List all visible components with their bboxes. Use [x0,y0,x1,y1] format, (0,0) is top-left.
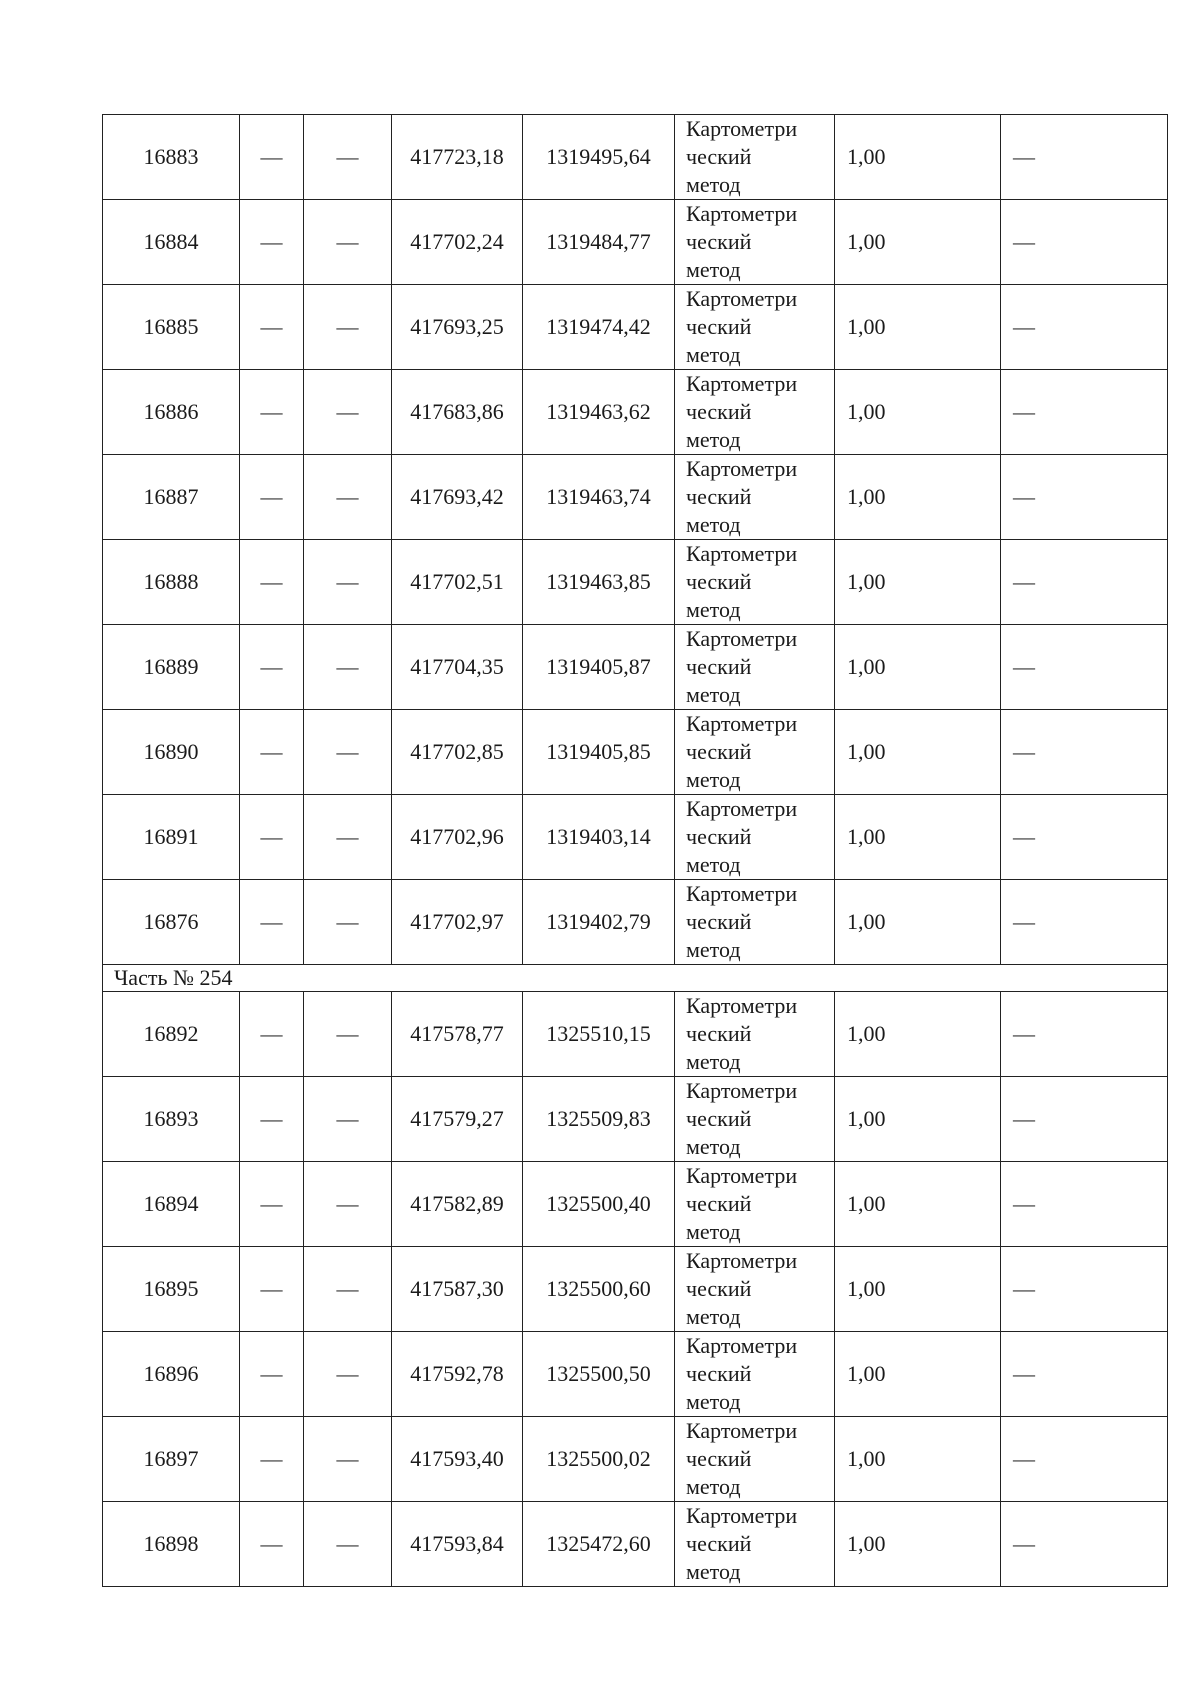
empty-value-cell: — [304,1247,392,1332]
description-cell: — [1001,625,1168,710]
point-number-cell: 16883 [103,115,240,200]
method-line: метод [686,1474,741,1499]
table-row [103,1162,1168,1247]
description-cell: — [1001,992,1168,1077]
empty-value-cell: — [304,880,392,965]
empty-value-cell: — [240,795,304,880]
x-coordinate-cell: 417702,51 [392,540,523,625]
description-cell: — [1001,200,1168,285]
method-line: ческий [686,1021,752,1046]
y-coordinate-cell: 1319495,64 [523,115,675,200]
y-coordinate-cell: 1325500,40 [523,1162,675,1247]
empty-value-cell: — [304,710,392,795]
y-coordinate-cell: 1325500,02 [523,1417,675,1502]
method-line: ческий [686,1191,752,1216]
method-line: метод [686,1049,741,1074]
x-coordinate-cell: 417593,84 [392,1502,523,1587]
empty-value-cell: — [240,455,304,540]
empty-value-cell: — [240,1502,304,1587]
point-number-cell: 16898 [103,1502,240,1587]
method-line: ческий [686,314,752,339]
x-coordinate-cell: 417579,27 [392,1077,523,1162]
y-coordinate-cell: 1319484,77 [523,200,675,285]
method-line: Картометри [686,881,798,906]
y-coordinate-cell: 1325509,83 [523,1077,675,1162]
empty-value-cell: — [240,992,304,1077]
empty-value-cell: — [240,1332,304,1417]
method-cell [675,1162,835,1247]
coordinates-table [102,114,1168,1587]
y-coordinate-cell: 1319405,85 [523,710,675,795]
accuracy-cell: 1,00 [835,540,1001,625]
empty-value-cell: — [304,625,392,710]
method-line: метод [686,1389,741,1414]
empty-value-cell: — [240,1417,304,1502]
x-coordinate-cell: 417593,40 [392,1417,523,1502]
empty-value-cell: — [304,1417,392,1502]
x-coordinate-cell: 417704,35 [392,625,523,710]
point-number-cell: 16889 [103,625,240,710]
point-number-cell: 16884 [103,200,240,285]
empty-value-cell: — [240,115,304,200]
method-cell [675,710,835,795]
table-row [103,1417,1168,1502]
empty-value-cell: — [240,1247,304,1332]
x-coordinate-cell: 417702,96 [392,795,523,880]
empty-value-cell: — [304,795,392,880]
y-coordinate-cell: 1325500,50 [523,1332,675,1417]
method-cell [675,200,835,285]
method-line: метод [686,937,741,962]
method-cell [675,455,835,540]
table-row [103,795,1168,880]
empty-value-cell: — [304,1077,392,1162]
method-line: Картометри [686,1163,798,1188]
empty-value-cell: — [304,200,392,285]
empty-value-cell: — [304,1332,392,1417]
y-coordinate-cell: 1319403,14 [523,795,675,880]
accuracy-cell: 1,00 [835,115,1001,200]
empty-value-cell: — [240,370,304,455]
method-line: метод [686,1304,741,1329]
method-cell [675,1502,835,1587]
point-number-cell: 16892 [103,992,240,1077]
accuracy-cell: 1,00 [835,992,1001,1077]
description-cell: — [1001,285,1168,370]
description-cell: — [1001,880,1168,965]
method-line: Картометри [686,1078,798,1103]
method-line: метод [686,852,741,877]
method-line: ческий [686,1361,752,1386]
method-line: ческий [686,484,752,509]
table-row [103,625,1168,710]
point-number-cell: 16891 [103,795,240,880]
description-cell: — [1001,115,1168,200]
method-line: Картометри [686,1418,798,1443]
table-row [103,1332,1168,1417]
accuracy-cell: 1,00 [835,1077,1001,1162]
part-label: Часть № 254 [103,965,1168,992]
method-line: ческий [686,569,752,594]
method-cell [675,1247,835,1332]
method-line: ческий [686,1446,752,1471]
table-row [103,710,1168,795]
description-cell: — [1001,1077,1168,1162]
point-number-cell: 16890 [103,710,240,795]
method-line: ческий [686,1106,752,1131]
method-line: Картометри [686,116,798,141]
method-cell [675,795,835,880]
y-coordinate-cell: 1319463,74 [523,455,675,540]
accuracy-cell: 1,00 [835,285,1001,370]
description-cell: — [1001,1247,1168,1332]
point-number-cell: 16888 [103,540,240,625]
method-line: Картометри [686,1248,798,1273]
accuracy-cell: 1,00 [835,710,1001,795]
description-cell: — [1001,540,1168,625]
empty-value-cell: — [304,285,392,370]
method-cell [675,625,835,710]
accuracy-cell: 1,00 [835,1417,1001,1502]
method-line: ческий [686,739,752,764]
description-cell: — [1001,795,1168,880]
x-coordinate-cell: 417723,18 [392,115,523,200]
method-line: метод [686,427,741,452]
description-cell: — [1001,455,1168,540]
empty-value-cell: — [304,540,392,625]
table-row [103,540,1168,625]
empty-value-cell: — [240,1077,304,1162]
method-line: метод [686,1219,741,1244]
point-number-cell: 16895 [103,1247,240,1332]
description-cell: — [1001,1332,1168,1417]
method-line: метод [686,682,741,707]
y-coordinate-cell: 1319405,87 [523,625,675,710]
x-coordinate-cell: 417693,25 [392,285,523,370]
method-cell [675,115,835,200]
x-coordinate-cell: 417702,24 [392,200,523,285]
y-coordinate-cell: 1325500,60 [523,1247,675,1332]
method-cell [675,285,835,370]
method-line: ческий [686,654,752,679]
accuracy-cell: 1,00 [835,200,1001,285]
method-line: Картометри [686,286,798,311]
y-coordinate-cell: 1319402,79 [523,880,675,965]
method-line: Картометри [686,993,798,1018]
accuracy-cell: 1,00 [835,1502,1001,1587]
accuracy-cell: 1,00 [835,370,1001,455]
method-line: метод [686,257,741,282]
table-row [103,880,1168,965]
point-number-cell: 16896 [103,1332,240,1417]
x-coordinate-cell: 417587,30 [392,1247,523,1332]
method-line: ческий [686,144,752,169]
empty-value-cell: — [304,992,392,1077]
method-line: ческий [686,909,752,934]
method-line: Картометри [686,1503,798,1528]
method-line: ческий [686,229,752,254]
x-coordinate-cell: 417702,85 [392,710,523,795]
point-number-cell: 16886 [103,370,240,455]
method-line: Картометри [686,201,798,226]
description-cell: — [1001,370,1168,455]
empty-value-cell: — [240,880,304,965]
method-line: Картометри [686,796,798,821]
method-line: ческий [686,1276,752,1301]
method-line: Картометри [686,711,798,736]
table-row [103,455,1168,540]
empty-value-cell: — [304,1162,392,1247]
method-line: Картометри [686,1333,798,1358]
table-row [103,1502,1168,1587]
point-number-cell: 16885 [103,285,240,370]
method-line: Картометри [686,626,798,651]
accuracy-cell: 1,00 [835,1332,1001,1417]
empty-value-cell: — [240,710,304,795]
accuracy-cell: 1,00 [835,625,1001,710]
method-line: ческий [686,1531,752,1556]
x-coordinate-cell: 417683,86 [392,370,523,455]
y-coordinate-cell: 1319474,42 [523,285,675,370]
method-cell [675,370,835,455]
empty-value-cell: — [304,455,392,540]
x-coordinate-cell: 417592,78 [392,1332,523,1417]
y-coordinate-cell: 1319463,85 [523,540,675,625]
method-line: метод [686,512,741,537]
table-row [103,992,1168,1077]
empty-value-cell: — [304,1502,392,1587]
method-line: Картометри [686,371,798,396]
method-line: метод [686,172,741,197]
table-body [103,115,1168,1587]
accuracy-cell: 1,00 [835,455,1001,540]
point-number-cell: 16887 [103,455,240,540]
table-row [103,285,1168,370]
method-line: ческий [686,824,752,849]
x-coordinate-cell: 417578,77 [392,992,523,1077]
method-cell [675,880,835,965]
method-line: метод [686,1559,741,1584]
method-line: метод [686,1134,741,1159]
accuracy-cell: 1,00 [835,795,1001,880]
point-number-cell: 16894 [103,1162,240,1247]
description-cell: — [1001,1417,1168,1502]
method-line: метод [686,342,741,367]
empty-value-cell: — [240,285,304,370]
accuracy-cell: 1,00 [835,1247,1001,1332]
method-line: метод [686,767,741,792]
description-cell: — [1001,1502,1168,1587]
y-coordinate-cell: 1325472,60 [523,1502,675,1587]
empty-value-cell: — [304,115,392,200]
description-cell: — [1001,710,1168,795]
method-line: Картометри [686,541,798,566]
table-row [103,1247,1168,1332]
x-coordinate-cell: 417582,89 [392,1162,523,1247]
x-coordinate-cell: 417702,97 [392,880,523,965]
empty-value-cell: — [240,540,304,625]
empty-value-cell: — [304,370,392,455]
accuracy-cell: 1,00 [835,880,1001,965]
point-number-cell: 16876 [103,880,240,965]
method-line: метод [686,597,741,622]
table-row [103,115,1168,200]
accuracy-cell: 1,00 [835,1162,1001,1247]
table-row [103,370,1168,455]
method-cell [675,1077,835,1162]
table-row [103,200,1168,285]
table-row [103,1077,1168,1162]
point-number-cell: 16897 [103,1417,240,1502]
method-cell [675,1332,835,1417]
part-header-row [103,965,1168,992]
description-cell: — [1001,1162,1168,1247]
y-coordinate-cell: 1325510,15 [523,992,675,1077]
point-number-cell: 16893 [103,1077,240,1162]
empty-value-cell: — [240,1162,304,1247]
empty-value-cell: — [240,625,304,710]
method-cell [675,1417,835,1502]
method-line: ческий [686,399,752,424]
method-line: Картометри [686,456,798,481]
empty-value-cell: — [240,200,304,285]
x-coordinate-cell: 417693,42 [392,455,523,540]
method-cell [675,540,835,625]
method-cell [675,992,835,1077]
y-coordinate-cell: 1319463,62 [523,370,675,455]
